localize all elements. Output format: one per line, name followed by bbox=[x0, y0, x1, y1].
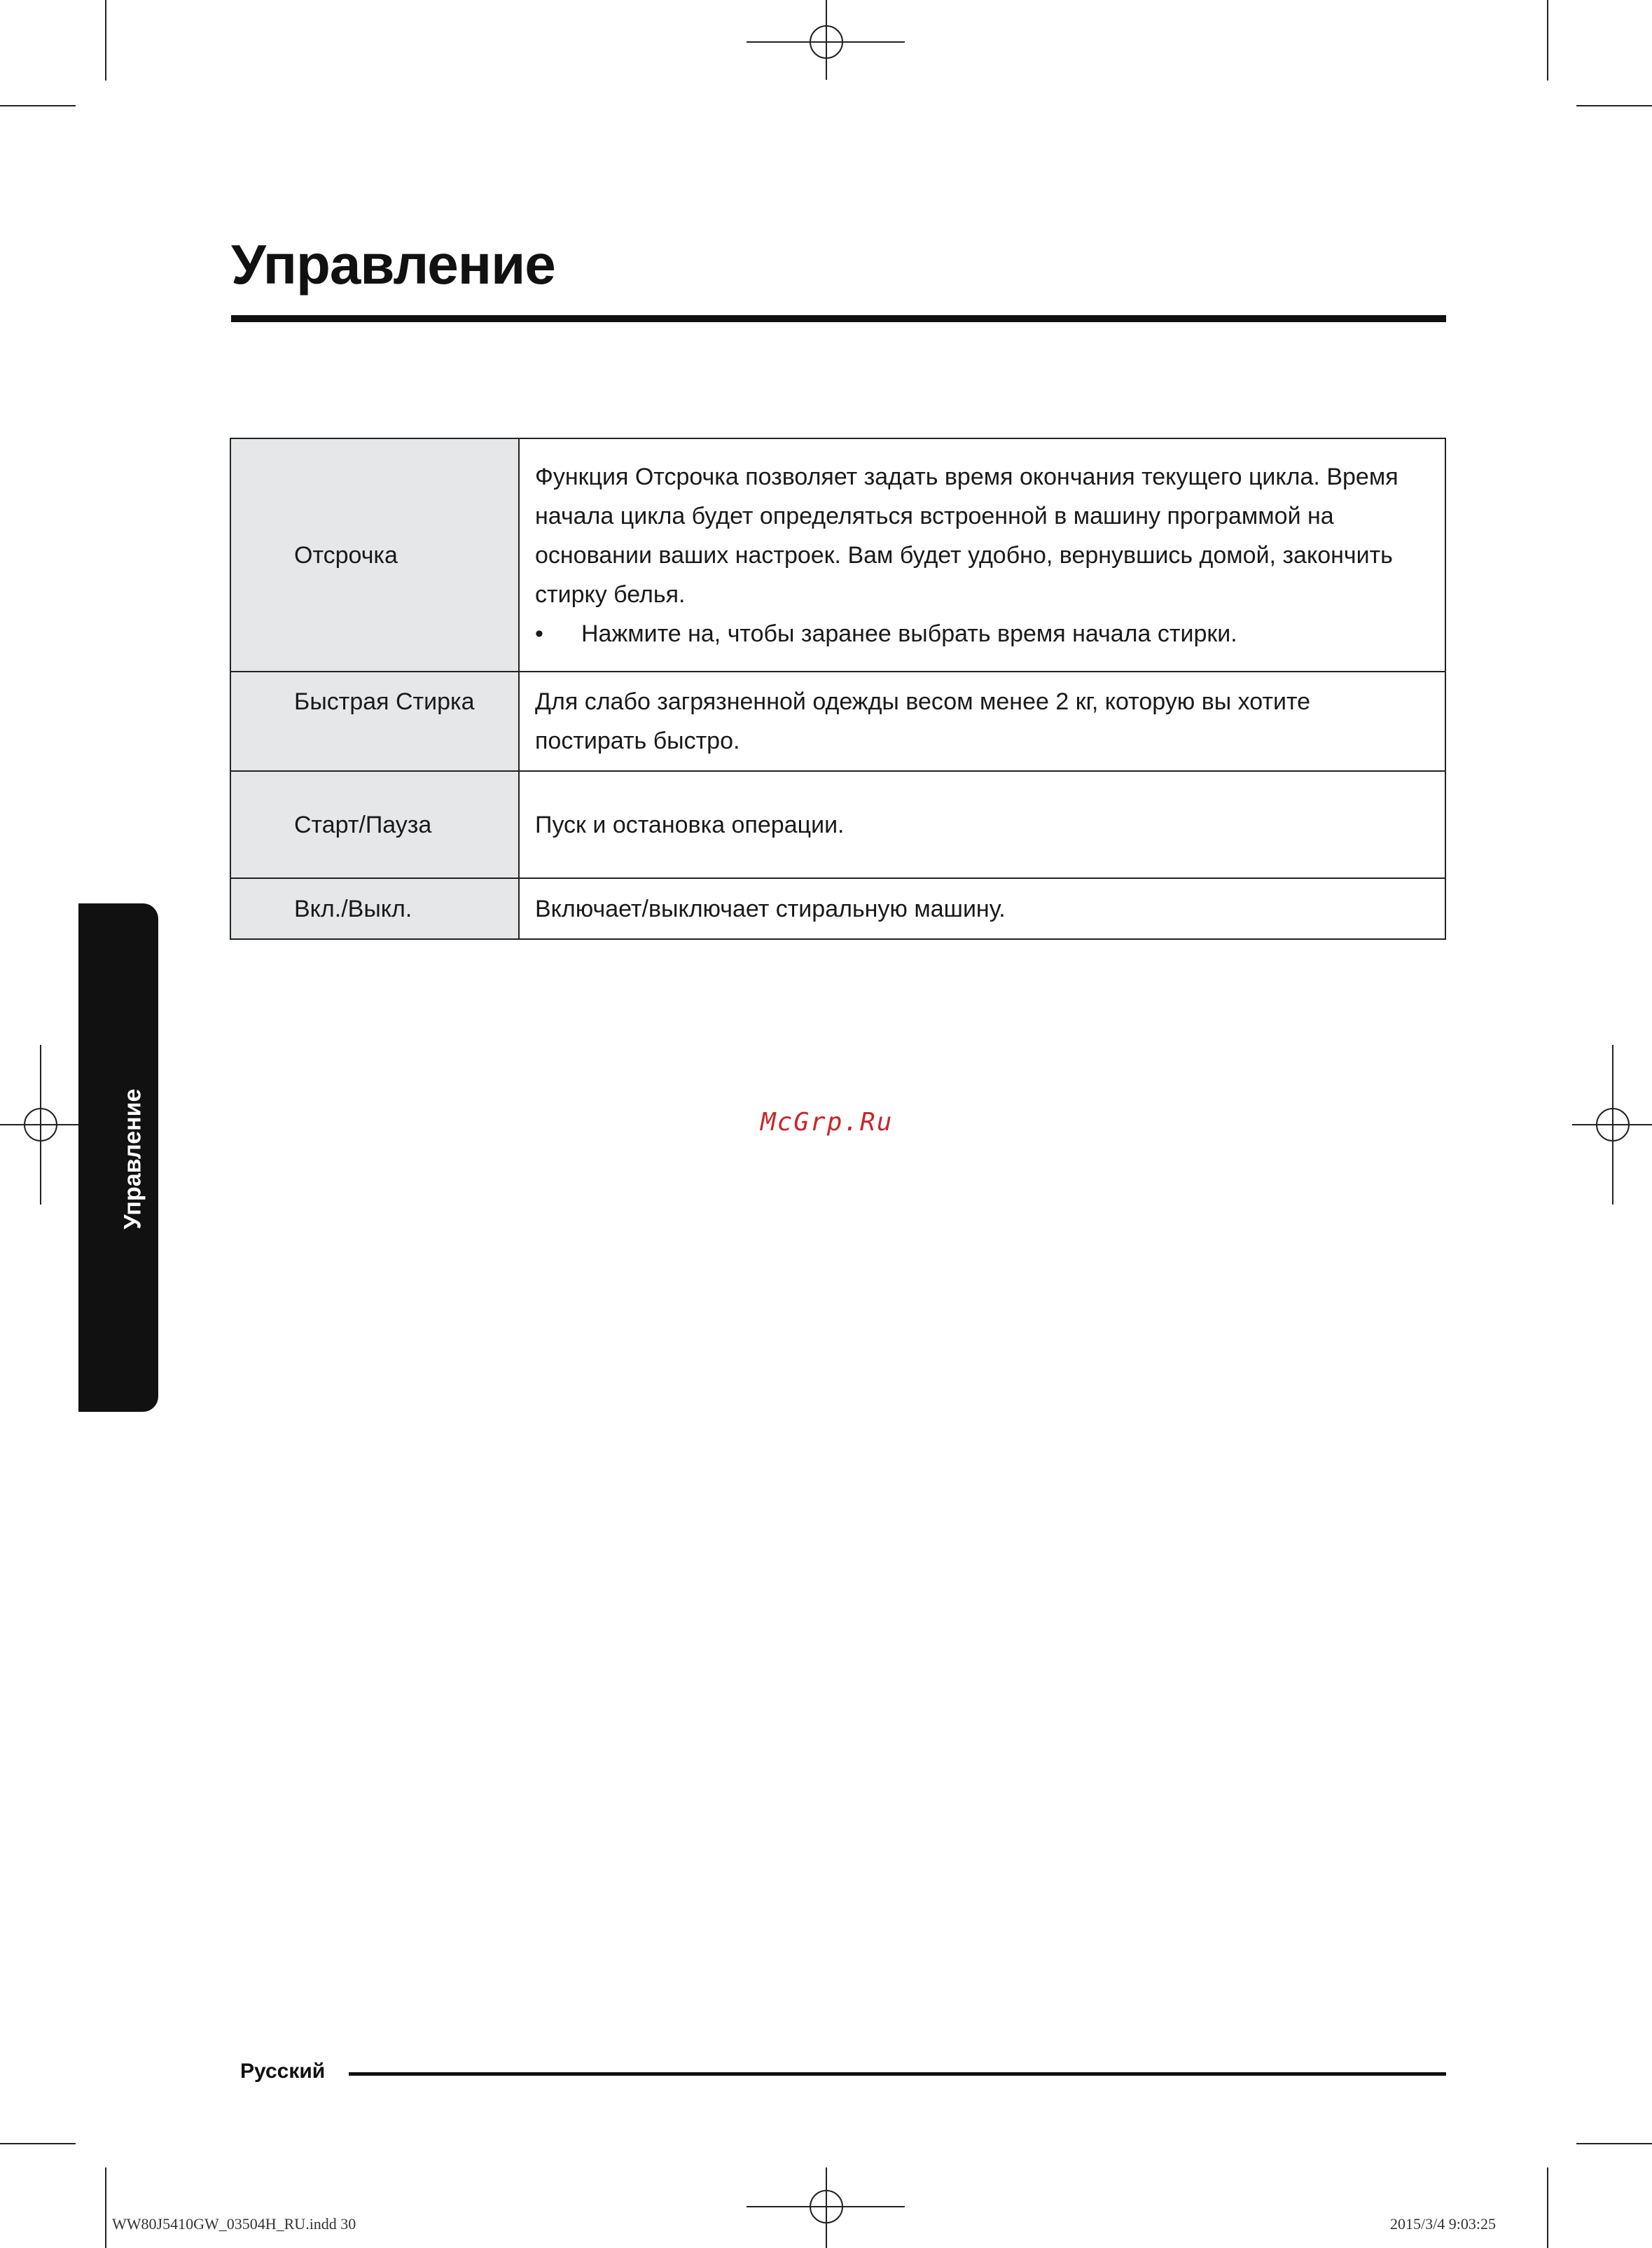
bullet-item bbox=[535, 614, 1428, 653]
watermark: McGrp.Ru bbox=[761, 1108, 894, 1137]
page-title: Управление bbox=[231, 233, 555, 296]
crop-mark bbox=[0, 105, 76, 106]
crop-mark bbox=[105, 0, 106, 81]
footer-language: Русский bbox=[240, 2060, 326, 2083]
table-row bbox=[230, 878, 1445, 939]
registration-mark-icon bbox=[810, 25, 843, 59]
crop-mark bbox=[1547, 2167, 1548, 2248]
control-description: Включает/выключает стиральную машину. bbox=[519, 878, 1445, 939]
control-name: Старт/Пауза bbox=[230, 771, 519, 878]
footer-rule bbox=[349, 2072, 1446, 2076]
registration-mark-icon bbox=[24, 1108, 57, 1142]
title-rule bbox=[231, 315, 1446, 322]
crop-mark bbox=[105, 2167, 106, 2248]
controls-table bbox=[230, 438, 1446, 940]
control-name: Вкл./Выкл. bbox=[230, 878, 519, 939]
bullet-icon: • bbox=[535, 620, 543, 647]
control-description: Для слабо загрязненной одежды весом менее 2 кг, которую вы хотите постирать быстро. bbox=[519, 672, 1445, 771]
crop-mark bbox=[0, 2143, 76, 2144]
registration-mark-icon bbox=[1596, 1108, 1630, 1142]
crop-mark bbox=[1547, 0, 1548, 81]
control-description: Пуск и остановка операции. bbox=[519, 771, 1445, 878]
print-slug-timestamp: 2015/3/4 9:03:25 bbox=[1390, 2215, 1496, 2233]
crop-mark bbox=[1576, 2143, 1652, 2144]
table-row bbox=[230, 771, 1445, 878]
control-name: Быстрая Стирка bbox=[230, 672, 519, 771]
section-side-tab-label: Управление bbox=[119, 1088, 146, 1230]
description-text: Функция Отсрочка позволяет задать время окончания текущего цикла. Время начала цикла будет определяться встроенной в машину программой на основании ваших настроек. Вам будет удобно, вернувшись домой, закончить стирку белья. bbox=[535, 463, 1398, 608]
registration-mark-icon bbox=[810, 2190, 843, 2223]
print-slug-file: WW80J5410GW_03504H_RU.indd 30 bbox=[112, 2215, 356, 2233]
table-row bbox=[230, 438, 1445, 672]
control-description bbox=[519, 438, 1445, 672]
bullet-text: Нажмите на, чтобы заранее выбрать время начала стирки. bbox=[581, 620, 1237, 647]
control-name: Отсрочка bbox=[230, 438, 519, 672]
crop-mark bbox=[1576, 105, 1652, 106]
table-row bbox=[230, 672, 1445, 771]
